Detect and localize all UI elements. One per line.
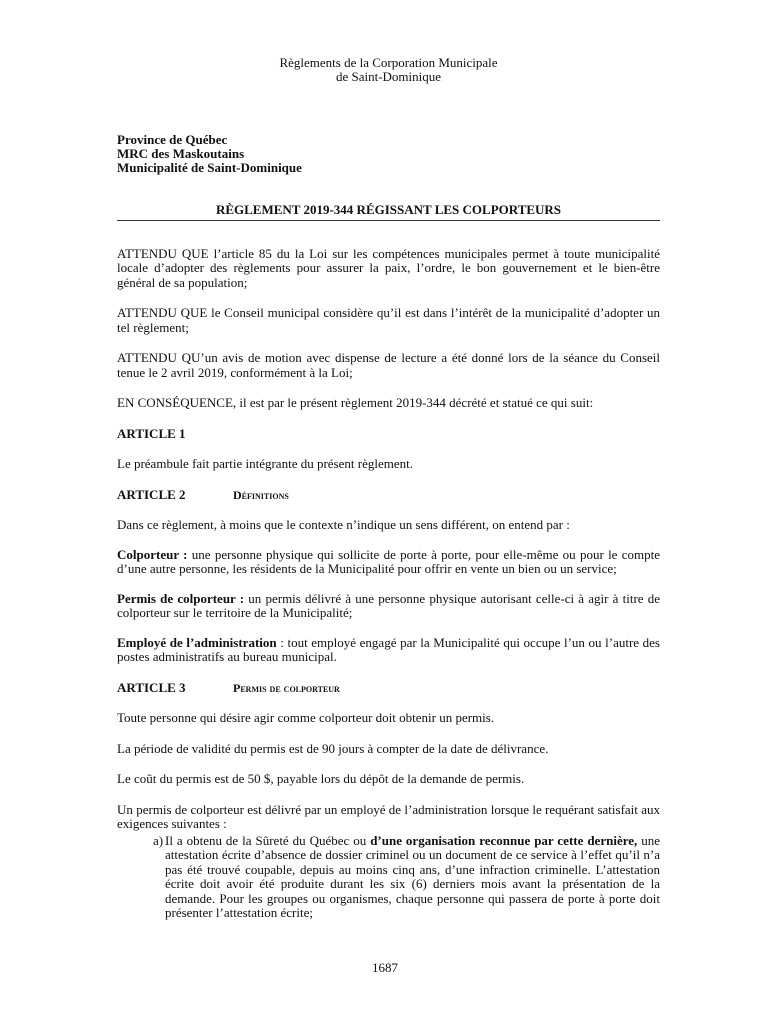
definition-term: Employé de l’administration	[117, 634, 277, 650]
article-1-heading: ARTICLE 1	[117, 425, 186, 441]
list-text-pre: Il a obtenu de la Sûreté du Québec ou	[165, 832, 371, 848]
definition-colporteur	[117, 548, 660, 577]
list-item-text	[165, 834, 660, 921]
article-2-heading	[117, 488, 660, 503]
preamble-paragraph-1: ATTENDU QUE l’article 85 du la Loi sur les compétences municipales permet à toute municipalité locale d’adopter des règlements pour assurer la paix, l’ordre, le bon gouvernement et le bien-être général de sa population;	[117, 245, 660, 290]
province-line: Province de Québec	[117, 132, 228, 147]
article-3-paragraph-3: Le coût du permis est de 50 $, payable lors du dépôt de la demande de permis.	[117, 771, 525, 786]
preamble-paragraph-4: EN CONSÉQUENCE, il est par le présent règlement 2019-344 décrété et statué ce qui suit:	[117, 395, 594, 410]
article-3-paragraph-1: Toute personne qui désire agir comme colporteur doit obtenir un permis.	[117, 710, 495, 725]
municipality-line: Municipalité de Saint-Dominique	[117, 160, 302, 175]
list-text-post: une attestation écrite d’absence de dossier criminel ou un document de ce service à l’effet qu’il n’a pas été trouvé coupable, depuis au moins cinq ans, d’une infraction criminelle. L’attestation écrite doit avoir été produite durant les six (6) derniers mois avant la présentation de la demande. Pour les groupes ou organismes, chaque personne qui passera de porte à porte doit présenter l’attestation écrite;	[165, 832, 660, 920]
definition-text: une personne physique qui sollicite de porte à porte, pour elle-même ou pour le compte d’une autre personne, les résidents de la Municipalité pour offrir en vente un bien ou un service;	[117, 546, 660, 576]
header-line-1: Règlements de la Corporation Municipale	[279, 55, 498, 70]
document-page	[117, 56, 660, 921]
article-2-number: ARTICLE 2	[117, 486, 186, 502]
definition-permis	[117, 592, 660, 621]
article-2-intro: Dans ce règlement, à moins que le contexte n’indique un sens différent, on entend par :	[117, 517, 570, 532]
preamble-paragraph-2: ATTENDU QUE le Conseil municipal considère qu’il est dans l’intérêt de la municipalité d’adopter un tel règlement;	[117, 305, 660, 335]
definition-text: un permis délivré à une personne physique autorisant celle-ci à agir à titre de colporteur sur le territoire de la Municipalité;	[117, 590, 660, 620]
definition-employe	[117, 636, 660, 665]
page-number: 1687	[372, 960, 398, 975]
definition-text: : tout employé engagé par la Municipalité qui occupe l’un ou l’autre des postes administratifs au bureau municipal.	[117, 634, 660, 664]
article-3-paragraph-2: La période de validité du permis est de 90 jours à compter de la date de délivrance.	[117, 740, 549, 756]
header-line-2: de Saint-Dominique	[335, 69, 442, 84]
article-1-text: Le préambule fait partie intégrante du présent règlement.	[117, 456, 413, 471]
list-text-bold: d’une organisation reconnue par cette dernière,	[370, 832, 638, 848]
list-marker: a)	[153, 832, 164, 848]
article-3-heading	[117, 681, 660, 696]
mrc-line: MRC des Maskoutains	[117, 146, 245, 161]
document-header	[117, 56, 660, 84]
definition-term: Colporteur :	[117, 546, 188, 562]
preamble-paragraph-3: ATTENDU QU’un avis de motion avec dispense de lecture a été donné lors de la séance du Conseil tenue le 2 avril 2019, conformément à la Loi;	[117, 350, 660, 380]
definition-term: Permis de colporteur :	[117, 590, 245, 606]
list-item	[117, 834, 660, 921]
regulation-title: RÈGLEMENT 2019-344 RÉGISSANT LES COLPORTEURS	[117, 203, 660, 221]
article-2-title: Définitions	[233, 487, 289, 502]
article-3-paragraph-4: Un permis de colporteur est délivré par un employé de l’administration lorsque le requérant satisfait aux exigences suivantes :	[117, 801, 660, 831]
article-3-number: ARTICLE 3	[117, 679, 186, 695]
jurisdiction-block	[117, 133, 660, 175]
article-3-title: Permis de colporteur	[233, 680, 340, 695]
